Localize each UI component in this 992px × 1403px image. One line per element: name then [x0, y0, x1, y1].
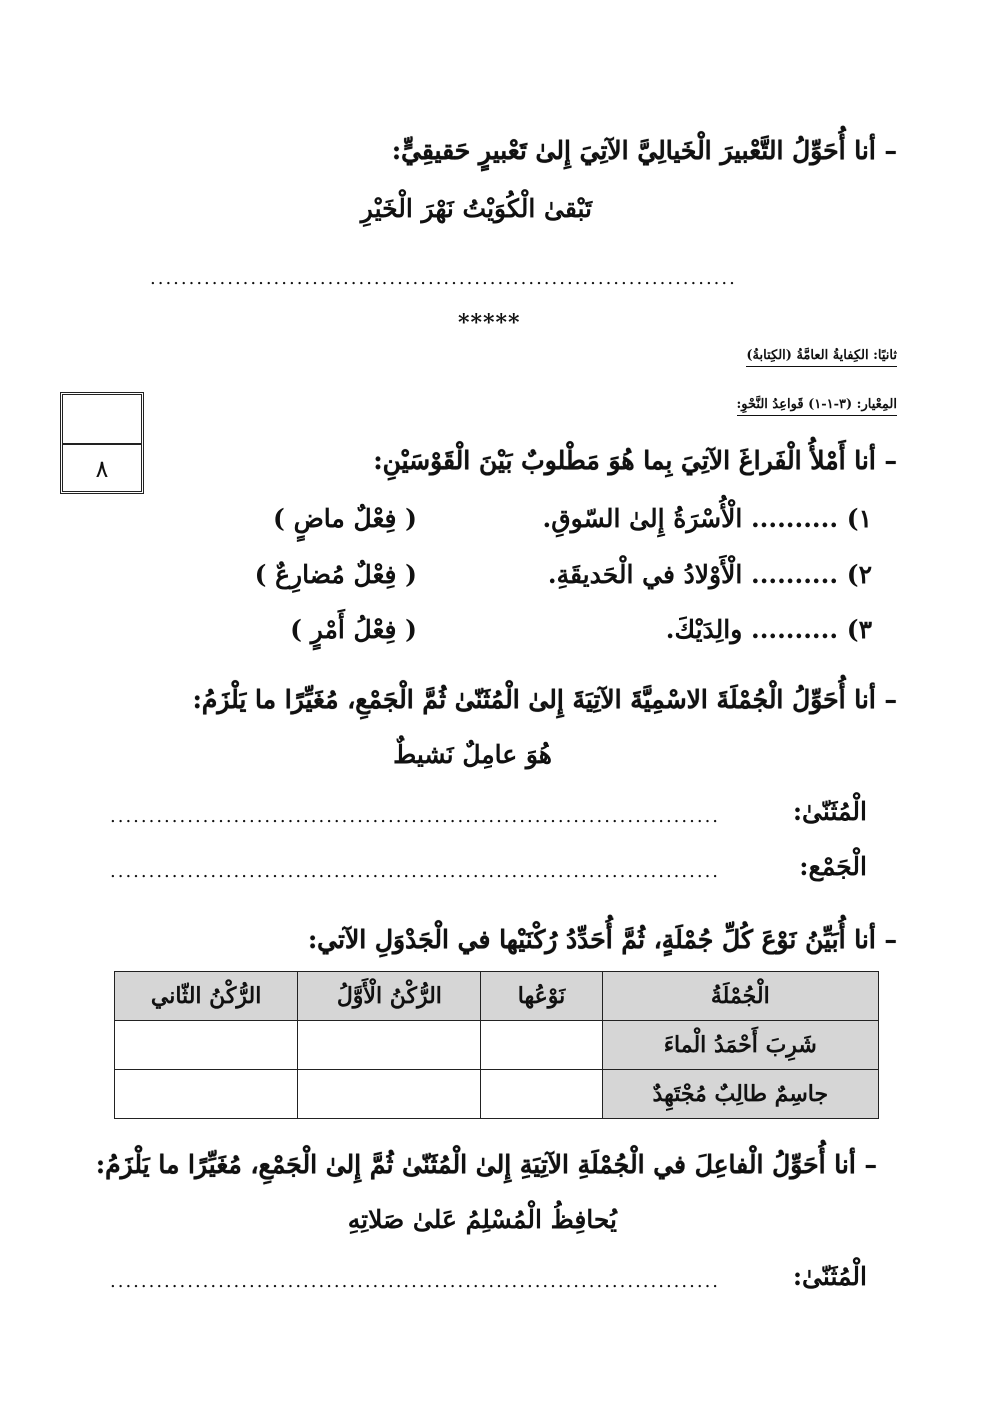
table-row [115, 1070, 879, 1119]
q3-sentence: هُوَ عامِلٌ نَشيطٌ [393, 740, 552, 769]
header-second-pillar: الرُّكْنُ الثّاني [115, 972, 298, 1021]
q5-sentence: يُحافِظُ الْمُسْلِمُ عَلىٰ صَلاتِهِ [347, 1205, 617, 1234]
row-2-type[interactable] [481, 1070, 602, 1119]
sentence-table [114, 971, 879, 1119]
q2-hint-2: ( فِعْلٌ مُضارِعٌ ) [254, 560, 417, 589]
header-first-pillar: الرُّكْنُ الْأَوَّلُ [298, 972, 481, 1021]
q3-dual-label: الْمُثَنّىٰ: [792, 797, 867, 826]
q3-dual-answer[interactable]: ............................................................................... [110, 806, 721, 827]
score-box [60, 392, 144, 494]
row-1-first-pillar[interactable] [298, 1021, 481, 1070]
q3-plural-label: الْجَمْع: [799, 852, 867, 881]
row-2-second-pillar[interactable] [115, 1070, 298, 1119]
score-value: ٨ [95, 455, 109, 483]
table-row [115, 1021, 879, 1070]
q1-instruction: – أنا أُحَوِّلُ التَّعْبيرَ الْخَيالِيَّ الآتِيَ إِلىٰ تَعْبيرٍ حَقيقِيٍّ: [391, 136, 897, 165]
q5-instruction: – أنا أُحَوِّلُ الْفاعِلَ في الْجُمْلَةِ الآتِيَةِ إِلىٰ الْمُثَنّىٰ ثُمَّ إِلىٰ الْجَمْعِ، مُغَيِّرًا ما يَلْزَمُ: [95, 1150, 877, 1179]
q1-sentence: تَبْقىٰ الْكُوَيْتُ نَهْرَ الْخَيْرِ [360, 194, 592, 223]
q1-answer-line[interactable]: ............................................................................ [150, 268, 737, 289]
row-2-sentence: جاسِمٌ طالِبٌ مُجْتَهِدٌ [602, 1070, 878, 1119]
table-header-row [115, 972, 879, 1021]
q2-hint-3: ( فِعْلُ أَمْرٍ ) [290, 615, 417, 644]
q2-hint-1: ( فِعْلٌ ماضٍ ) [273, 504, 417, 533]
row-2-first-pillar[interactable] [298, 1070, 481, 1119]
q5-dual-answer[interactable]: ............................................................................... [110, 1271, 721, 1292]
q2-item-1: ١) .......... الْأُسْرَةُ إِلىٰ السّوقِ. [542, 504, 872, 533]
section-title: ثانيًا: الكِفايةُ العامَّةُ (الكِتابةُ) [746, 348, 897, 367]
q2-item-2: ٢) .......... الْأَوْلادُ في الْحَديقَةِ. [547, 560, 872, 589]
header-type: نَوْعُها [481, 972, 602, 1021]
score-box-empty-cell[interactable] [63, 395, 141, 445]
header-sentence: الْجُمْلَةُ [602, 972, 878, 1021]
standard-label: المِعْيار: (٣-١-١) قَواعِدُ النَّحْوِ: [737, 397, 898, 416]
q3-plural-answer[interactable]: ............................................................................... [110, 861, 721, 882]
separator-stars: ***** [458, 310, 521, 336]
row-1-type[interactable] [481, 1021, 602, 1070]
row-1-second-pillar[interactable] [115, 1021, 298, 1070]
q4-instruction: – أنا أُبَيِّنُ نَوْعَ كُلِّ جُمْلَةٍ، ثُمَّ أُحَدِّدُ رُكْنَيْها في الْجَدْوَلِ الآتي: [307, 925, 897, 954]
q2-item-3: ٣) .......... والِدَيْكَ. [665, 615, 872, 644]
q3-instruction: – أنا أُحَوِّلُ الْجُمْلَةَ الاسْمِيَّةَ الآتِيَةَ إِلىٰ الْمُثَنّىٰ ثُمَّ الْجَمْعِ، مُغَيِّرًا ما يَلْزَمُ: [192, 685, 897, 714]
q2-instruction: – أنا أَمْلأُ الْفَراغَ الآتِيَ بِما هُوَ مَطْلوبٌ بَيْنَ الْقَوْسَيْنِ: [373, 446, 897, 475]
q5-dual-label: الْمُثَنّىٰ: [792, 1262, 867, 1291]
row-1-sentence: شَرِبَ أَحْمَدُ الْماءَ [602, 1021, 878, 1070]
